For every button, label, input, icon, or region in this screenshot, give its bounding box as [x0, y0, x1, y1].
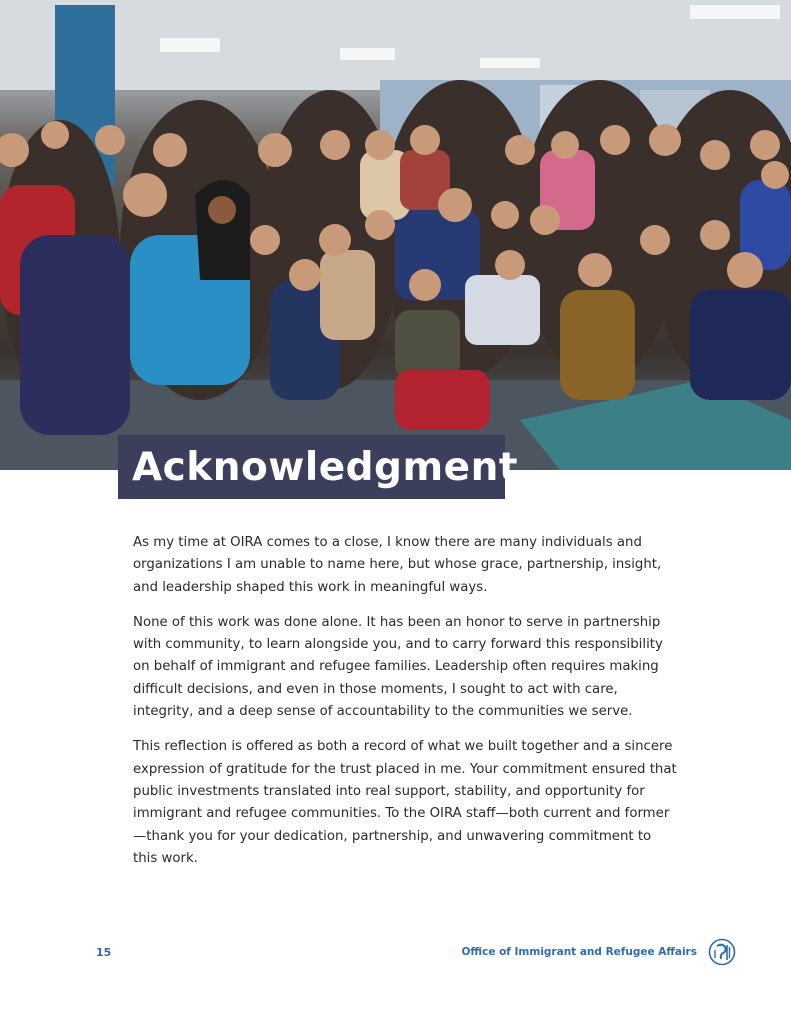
- group-photo-image: [0, 0, 791, 470]
- paragraph-3: This reflection is offered as both a record of what we built together and a sincere expression of gratitude for the trust placed in me. Your commitment ensured that public investments translated into real support, stability, and opportunity for immigrant and refugee communities. To the OIRA staff—both current and former—thank you for your dedication, partnership, and unwavering commitment to this work.: [133, 739, 677, 866]
- page-title: Acknowledgment: [132, 444, 518, 490]
- seattle-city-seal-icon: [708, 938, 736, 966]
- footer-organization: Office of Immigrant and Refugee Affairs: [461, 946, 697, 958]
- body-text: [133, 532, 678, 883]
- group-photo: [0, 0, 791, 470]
- title-banner: [118, 435, 518, 499]
- paragraph-1: As my time at OIRA comes to a close, I know there are many individuals and organizations I am unable to name here, but whose grace, partnership, insight, and leadership shaped this work in meaningful ways.: [133, 535, 662, 595]
- paragraph-2: None of this work was done alone. It has been an honor to serve in partnership with community, to learn alongside you, and to carry forward this responsibility on behalf of immigrant and refugee families. Leadership often requires making difficult decisions, and even in those moments, I sought to act with care, integrity, and a deep sense of accountability to the communities we serve.: [133, 614, 663, 720]
- page-number: 15: [96, 946, 112, 959]
